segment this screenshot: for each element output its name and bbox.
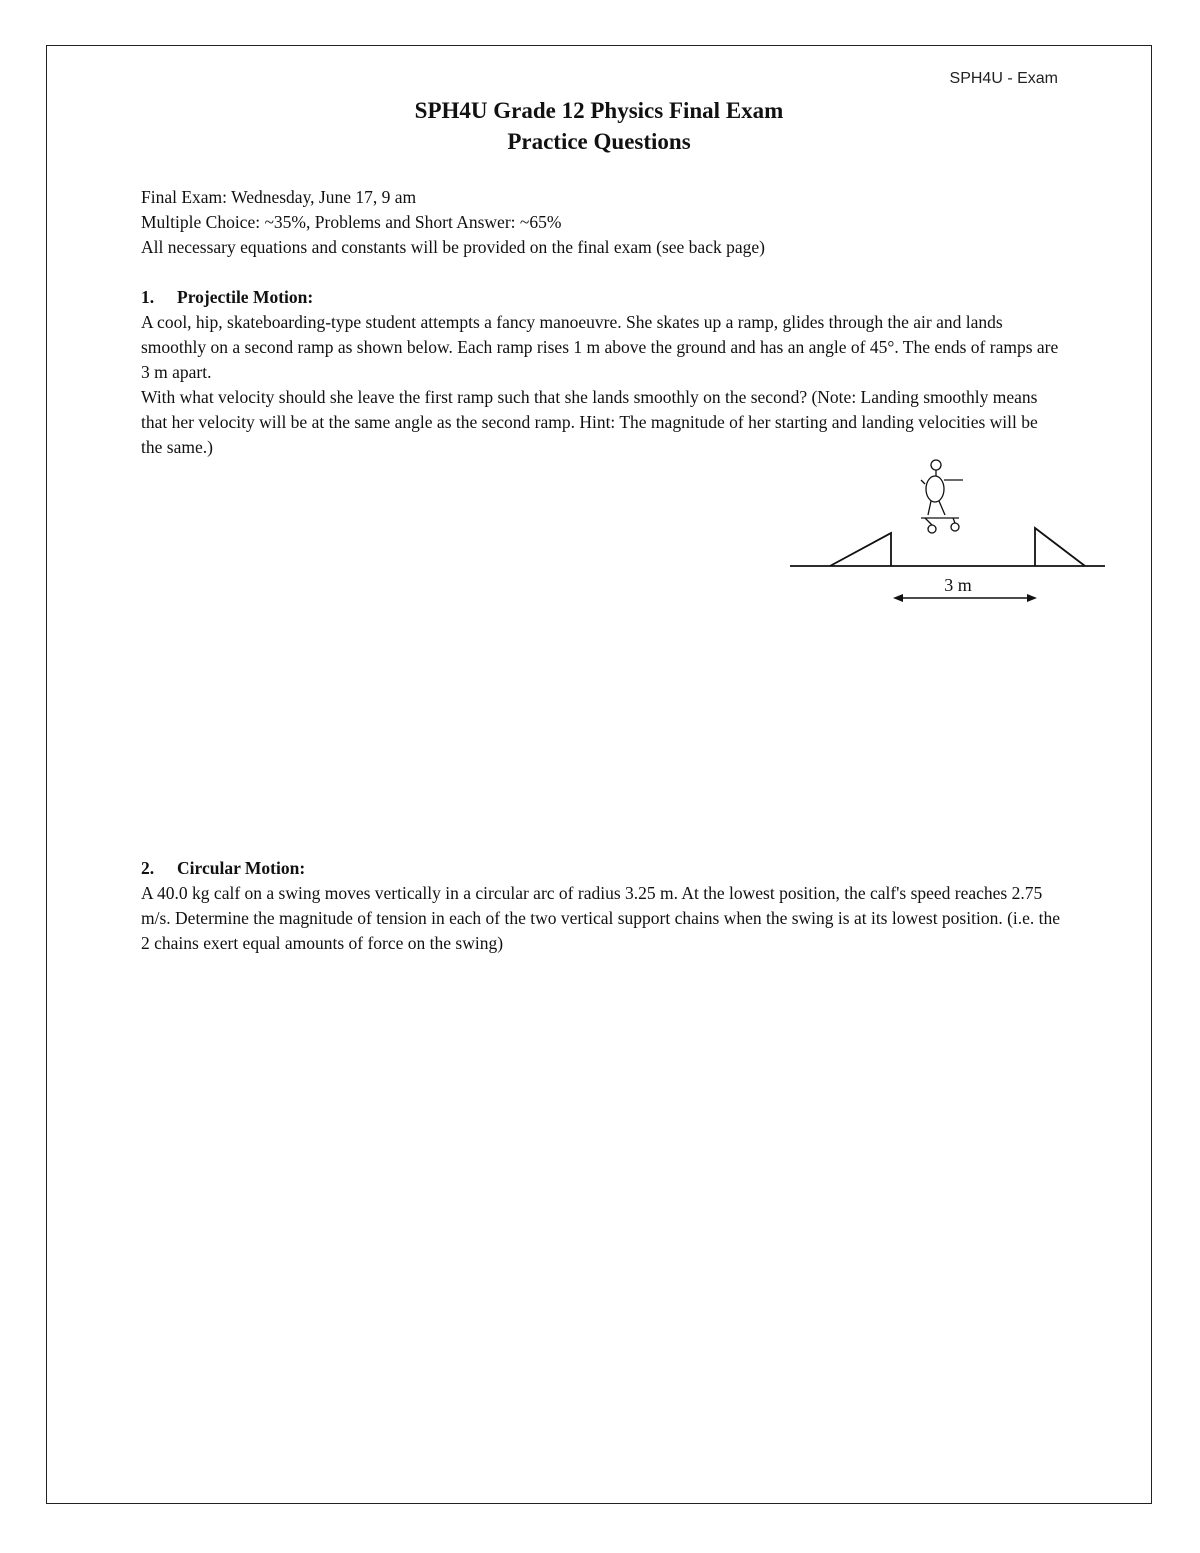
exam-info [141,185,1061,260]
header-tag: SPH4U - Exam [949,70,1058,87]
question-2-paragraph-1: A 40.0 kg calf on a swing moves vertically in a circular arc of radius 3.25 m. At the lowest position, the calf's speed reaches 2.75 m/s. Determine the magnitude of tension in each of the two vertical support chains when the swing is at its lowest position. (i.e. the 2 chains exert equal amounts of force on the swing) [141,883,1061,953]
skateboard-ramp-diagram [785,452,1110,612]
exam-date: Final Exam: Wednesday, June 17, 9 am [141,187,417,207]
exam-equations-note: All necessary equations and constants will be provided on the final exam (see back page) [141,237,765,257]
question-1-heading [141,285,1061,310]
distance-arrow-right-head [1027,594,1037,602]
question-1-paragraph-2: With what velocity should she leave the first ramp such that she lands smoothly on the second? (Note: Landing smoothly means that her velocity will be at the same angle as the second ramp. Hint: The magnitude of her starting and landing velocities will be the same.) [141,387,1038,457]
page-title [46,95,1152,157]
page-border [46,45,1152,1504]
question-1-title: Projectile Motion: [177,287,314,307]
question-1 [141,285,1061,460]
question-2-number: 2. [141,858,155,878]
question-2 [141,856,1061,956]
question-1-paragraph-1: A cool, hip, skateboarding-type student attempts a fancy manoeuvre. She skates up a ramp, glides through the air and lands smoothly on a second ramp as shown below. Each ramp rises 1 m above the ground and has an angle of 45°. The ends of ramps are 3 m apart. [141,312,1059,382]
question-1-number: 1. [141,287,155,307]
skateboarder-icon [921,460,963,533]
question-2-heading [141,856,1061,881]
left-ramp [830,533,891,566]
question-2-title: Circular Motion: [177,858,306,878]
title-line-2: Practice Questions [507,129,691,154]
distance-label: 3 m [944,575,972,595]
distance-arrow-left-head [893,594,903,602]
title-line-1: SPH4U Grade 12 Physics Final Exam [414,98,784,123]
right-ramp [1035,528,1085,566]
exam-weighting: Multiple Choice: ~35%, Problems and Short Answer: ~65% [141,212,562,232]
